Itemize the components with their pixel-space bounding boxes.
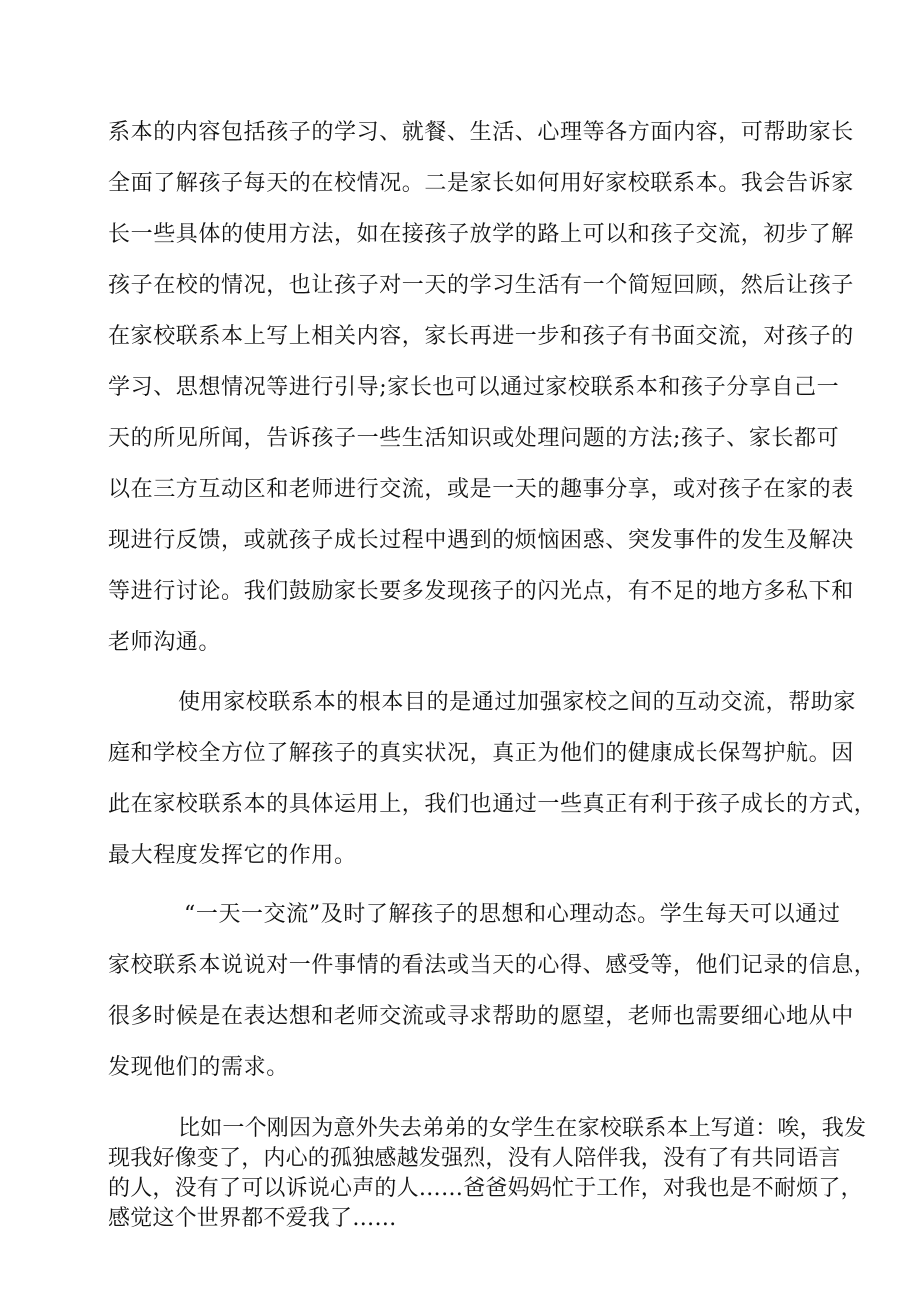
text-line: 使用家校联系本的根本目的是通过加强家校之间的互动交流，帮助家 — [178, 690, 857, 715]
text-line: 比如一个刚因为意外失去弟弟的女学生在家校联系本上写道：唉，我发 — [178, 1116, 867, 1141]
text-line: 现我好像变了，内心的孤独感越发强烈，没有人陪伴我，没有了有共同语言 — [108, 1146, 841, 1171]
text-line: 全面了解孩子每天的在校情况。二是家长如何用好家校联系本。我会告诉家 — [108, 171, 854, 196]
text-line: 此在家校联系本的具体运用上，我们也通过一些真正有利于孩子成长的方式， — [108, 792, 877, 817]
text-line: 的人，没有了可以诉说心声的人……爸爸妈妈忙于工作，对我也是不耐烦了， — [108, 1176, 863, 1201]
text-line: 系本的内容包括孩子的学习、就餐、生活、心理等各方面内容，可帮助家长 — [108, 120, 854, 145]
text-line: 天的所见所闻，告诉孩子一些生活知识或处理问题的方法;孩子、家长都可 — [108, 426, 840, 451]
text-line: 发现他们的需求。 — [108, 1055, 289, 1080]
text-line: 很多时候是在表达想和老师交流或寻求帮助的愿望，老师也需要细心地从中 — [108, 1004, 854, 1029]
text-line: 最大程度发挥它的作用。 — [108, 843, 357, 868]
text-line: 庭和学校全方位了解孩子的真实状况，真正为他们的健康成长保驾护航。因 — [108, 741, 854, 766]
text-line: 家校联系本说说对一件事情的看法或当天的心得、感受等，他们记录的信息， — [108, 953, 877, 978]
text-line: 孩子在校的情况，也让孩子对一天的学习生活有一个简短回顾，然后让孩子 — [108, 273, 854, 298]
text-line: 长一些具体的使用方法，如在接孩子放学的路上可以和孩子交流，初步了解 — [108, 222, 854, 247]
text-line: 等进行讨论。我们鼓励家长要多发现孩子的闪光点，有不足的地方多私下和 — [108, 579, 854, 604]
text-line: 感觉这个世界都不爱我了…… — [108, 1206, 397, 1231]
text-line: 学习、思想情况等进行引导;家长也可以通过家校联系本和孩子分享自己一 — [108, 375, 840, 400]
text-line: 现进行反馈，或就孩子成长过程中遇到的烦恼困惑、突发事件的发生及解决 — [108, 528, 854, 553]
text-line: “一天一交流”及时了解孩子的思想和心理动态。学生每天可以通过 — [184, 902, 841, 927]
text-line: 以在三方互动区和老师进行交流，或是一天的趣事分享，或对孩子在家的表 — [108, 477, 854, 502]
text-line: 在家校联系本上写上相关内容，家长再进一步和孩子有书面交流，对孩子的 — [108, 324, 854, 349]
text-line: 老师沟通。 — [108, 630, 222, 655]
